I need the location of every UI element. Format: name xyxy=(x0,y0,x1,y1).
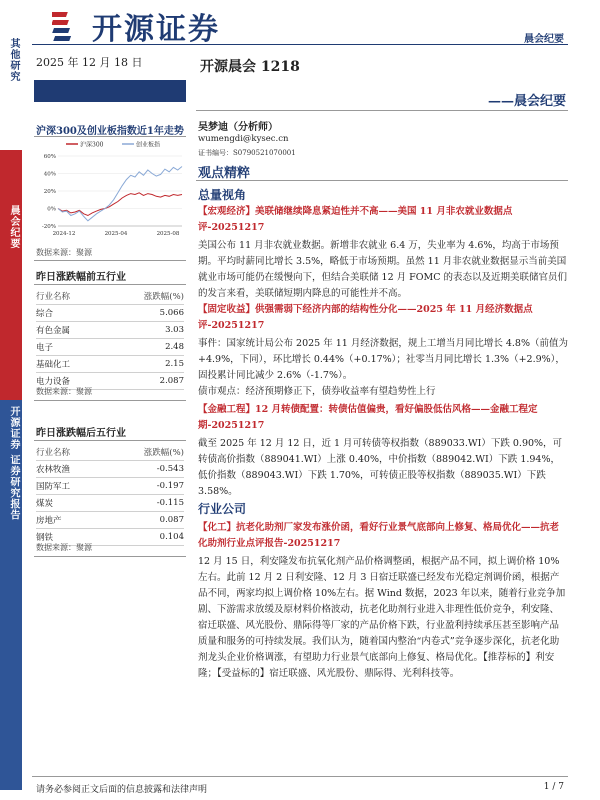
change-value: 0.087 xyxy=(104,512,184,529)
y-tick-label: 40% xyxy=(43,171,56,178)
bottom-losers-table xyxy=(36,444,184,546)
y-tick-label: 0% xyxy=(47,206,56,213)
chart-title: 沪深300及创业板指数近1年走势 xyxy=(36,126,184,137)
industry-name: 有色金属 xyxy=(36,322,104,339)
industry-name: 煤炭 xyxy=(36,495,104,512)
item-body: 债市观点：经济预期修正下，债券收益率有望趋势性上行 xyxy=(198,386,436,397)
chart-source: 数据来源：聚源 xyxy=(36,248,92,257)
industry-name: 电力设备 xyxy=(36,373,104,390)
sidebar-label-bottom: 开源证券 证券研究报告 xyxy=(8,406,19,521)
legend-label: 创业板指 xyxy=(136,141,161,149)
y-axis-ticks xyxy=(42,154,56,230)
bottom-losers-title: 昨日涨跌幅后五行业 xyxy=(36,428,126,439)
sidebar-label-middle: 晨会纪要 xyxy=(8,205,19,249)
page-title: 开源晨会 1218 xyxy=(200,59,300,75)
item-headline: 【金融工程】12 月转债配置：转债估值偏贵，看好偏股低估风格——金融工程定期-20251217 xyxy=(198,404,538,431)
table-row xyxy=(36,305,184,322)
y-tick-label: -20% xyxy=(41,224,56,230)
series-line xyxy=(58,167,182,221)
top-gainers-table xyxy=(36,288,184,390)
change-value: 0.104 xyxy=(104,529,184,546)
date-banner xyxy=(34,80,186,102)
x-tick-label: 2024-12 xyxy=(52,231,76,237)
table-row xyxy=(36,495,184,512)
author-name: 吴梦迪（分析师） xyxy=(198,122,278,133)
legend-label: 沪深300 xyxy=(80,141,104,149)
table-row xyxy=(36,339,184,356)
subsection-macro: 总量视角 xyxy=(198,188,247,202)
item-headline: 【宏观经济】美联储继续降息紧迫性并不高——美国 11 月非农就业数据点评-20251217 xyxy=(198,206,513,233)
section-rule xyxy=(34,400,186,401)
section-divider xyxy=(196,180,568,181)
item-body: 12 月 15 日，利安隆发布抗氧化剂产品价格调整函，根据产品不同，拟上调价格 10%左右。此前 12 月 2 日利安隆、12 月 3 日宿迁联盛已经发布光稳定剂调价函，根据产品不同，两家均拟上调价格 10%左右。据 Wind 数据，2023 年以来，随着行业竞争加剧、下游需求放缓及原材料价格波动，抗老化助剂行业进入非理性低价竞争，利安隆、宿迁联盛、风光股份、鼎际得等厂家的产品价格下跌，行业盈利持续承压甚至影响产品质量和服务的可持续发展。我们认为，随着国内整治“内卷式”竞争逐步深化，抗老化助剂龙头企业价格调涨，有望助力行业景气底部向上修复、格局优化。【推荐标的】利安隆；【受益标的】宿迁联盛、风光股份、鼎际得、光利科技等。 xyxy=(198,556,566,679)
top-gainers-source: 数据来源：聚源 xyxy=(36,387,92,396)
section-title-views: 观点精粹 xyxy=(198,166,251,181)
item-headline: 【固定收益】供强需弱下经济内部的结构性分化——2025 年 11 月经济数据点评-20251217 xyxy=(198,304,533,331)
chart-lines xyxy=(58,167,182,221)
col-header: 涨跌幅(%) xyxy=(104,444,184,461)
chart-bottom-rule xyxy=(34,260,186,261)
y-tick-label: 20% xyxy=(43,189,56,195)
footer-disclaimer: 请务必参阅正文后面的信息披露和法律声明 xyxy=(36,785,208,795)
col-header: 行业名称 xyxy=(36,288,104,305)
bottom-losers-rule xyxy=(34,440,186,441)
sidebar-label-top: 其他研究 xyxy=(8,38,19,82)
change-value: 2.48 xyxy=(104,339,184,356)
industry-name: 国防军工 xyxy=(36,478,104,495)
x-tick-label: 2025-04 xyxy=(104,231,128,237)
change-value: 2.087 xyxy=(104,373,184,390)
industry-name: 农林牧渔 xyxy=(36,461,104,478)
logo-icon xyxy=(52,6,92,46)
industry-name: 综合 xyxy=(36,305,104,322)
top-gainers-rule xyxy=(34,284,186,285)
section-rule xyxy=(34,556,186,557)
table-row xyxy=(36,322,184,339)
change-value: -0.543 xyxy=(104,461,184,478)
change-value: 5.066 xyxy=(104,305,184,322)
author-certificate: 证书编号：S0790521070001 xyxy=(198,149,296,157)
series-line xyxy=(58,193,182,216)
item-headline: 【化工】抗老化助剂厂家发布涨价函，看好行业景气底部向上修复、格局优化——抗老化助剂行业点评报告-20251217 xyxy=(198,522,560,549)
change-value: -0.115 xyxy=(104,495,184,512)
item-body: 事件：国家统计局公布 2025 年 11 月经济数据，规上工增当月同比增长 4.8%（前值为+4.9%，下同），环比增长 0.44%（+0.17%）；社零当月同比增长 1.3%（+2.9%），固投累计同比减少 2.6%（-1.7%）。 xyxy=(198,338,568,381)
page-subtitle: ——晨会纪要 xyxy=(487,94,566,109)
change-value: -0.197 xyxy=(104,478,184,495)
page-number: 1 / 7 xyxy=(543,782,564,792)
header-divider xyxy=(32,44,568,45)
bottom-losers-source: 数据来源：聚源 xyxy=(36,543,92,552)
table-row xyxy=(36,356,184,373)
industry-name: 基础化工 xyxy=(36,356,104,373)
sidebar-red-band xyxy=(0,150,22,400)
table-row xyxy=(36,512,184,529)
index-trend-chart xyxy=(36,138,186,243)
table-row xyxy=(36,478,184,495)
footer-divider xyxy=(32,776,568,777)
change-value: 3.03 xyxy=(104,322,184,339)
title-divider xyxy=(196,110,568,111)
author-email: wumengdi@kysec.cn xyxy=(198,134,289,144)
table-row xyxy=(36,461,184,478)
top-gainers-title: 昨日涨跌幅前五行业 xyxy=(36,272,126,283)
item-body: 截至 2025 年 12 月 12 日，近 1 月可转债等权指数（889033.WI）下跌 0.90%，可转债高价指数（889041.WI）上涨 0.40%，中价指数（889042.WI）下跌 1.94%，低价指数（889043.WI）下跌 1.70%，可转债正股等权指数（889035.WI）下跌 3.58%。 xyxy=(198,438,563,497)
report-type: 晨会纪要 xyxy=(524,34,564,45)
x-axis-ticks xyxy=(53,231,180,237)
col-header: 涨跌幅(%) xyxy=(104,288,184,305)
subsection-industry: 行业公司 xyxy=(198,502,247,516)
brand-name: 开源证券 xyxy=(92,12,220,47)
chart-grid xyxy=(58,156,182,226)
change-value: 2.15 xyxy=(104,356,184,373)
item-body: 美国公布 11 月非农就业数据。新增非农就业 6.4 万，失业率为 4.6%，均高于市场预期。平均时薪同比增长 3.5%，略低于市场预期。虽然 11 月非农就业数据显示当前美国就业市场可能仍在缓慢向下，但结合美联储 12 月 FOMC 的表态以及近期美联储官员们的发言来看，美联储短期内降息的可能性并不高。 xyxy=(198,240,568,299)
industry-name: 钢铁 xyxy=(36,529,104,546)
report-date: 2025 年 12 月 18 日 xyxy=(36,56,143,69)
industry-name: 电子 xyxy=(36,339,104,356)
chart-legend xyxy=(66,141,160,149)
chart-rule xyxy=(34,136,186,137)
x-tick-label: 2025-08 xyxy=(156,231,180,237)
industry-name: 房地产 xyxy=(36,512,104,529)
y-tick-label: 60% xyxy=(43,154,56,160)
col-header: 行业名称 xyxy=(36,444,104,461)
